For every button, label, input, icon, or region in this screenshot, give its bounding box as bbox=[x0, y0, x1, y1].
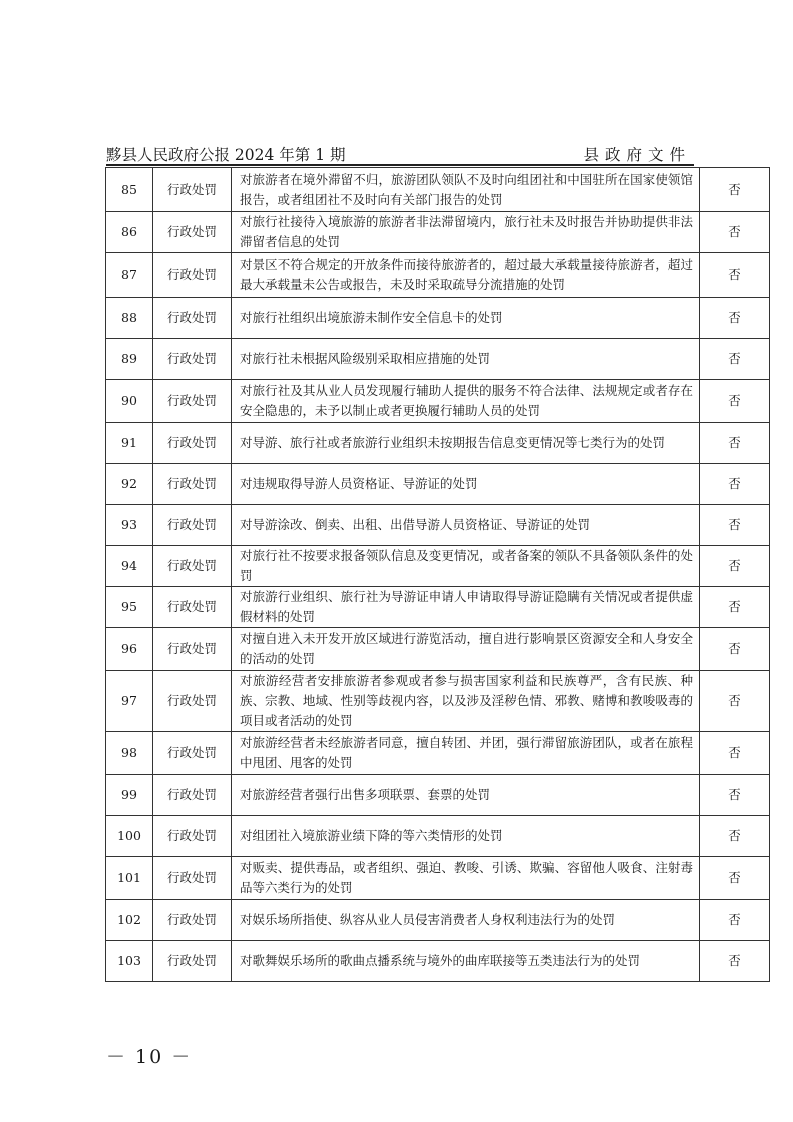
row-number: 86 bbox=[106, 212, 153, 253]
table-row bbox=[106, 775, 770, 816]
table-row bbox=[106, 587, 770, 628]
row-type: 行政处罚 bbox=[153, 464, 232, 505]
row-share-flag: 否 bbox=[700, 587, 770, 628]
table-row bbox=[106, 546, 770, 587]
table-row bbox=[106, 253, 770, 298]
row-description: 对旅游经营者安排旅游者参观或者参与损害国家利益和民族尊严，含有民族、种族、宗教、地域、性别等歧视内容，以及涉及淫秽色情、邪教、赌博和教唆吸毒的项目或者活动的处罚 bbox=[232, 671, 700, 732]
row-description: 对导游、旅行社或者旅游行业组织未按期报告信息变更情况等七类行为的处罚 bbox=[232, 423, 700, 464]
row-number: 90 bbox=[106, 380, 153, 423]
header-rule bbox=[106, 164, 694, 166]
table-body bbox=[106, 168, 770, 982]
row-description: 对娱乐场所指使、纵容从业人员侵害消费者人身权利违法行为的处罚 bbox=[232, 900, 700, 941]
row-type: 行政处罚 bbox=[153, 732, 232, 775]
row-share-flag: 否 bbox=[700, 298, 770, 339]
row-share-flag: 否 bbox=[700, 423, 770, 464]
row-number: 100 bbox=[106, 816, 153, 857]
row-share-flag: 否 bbox=[700, 339, 770, 380]
row-number: 95 bbox=[106, 587, 153, 628]
row-number: 91 bbox=[106, 423, 153, 464]
row-description: 对导游涂改、倒卖、出租、出借导游人员资格证、导游证的处罚 bbox=[232, 505, 700, 546]
row-type: 行政处罚 bbox=[153, 587, 232, 628]
row-description: 对旅行社及其从业人员发现履行辅助人提供的服务不符合法律、法规规定或者存在安全隐患的，未予以制止或者更换履行辅助人员的处罚 bbox=[232, 380, 700, 423]
row-type: 行政处罚 bbox=[153, 900, 232, 941]
page-header bbox=[106, 141, 691, 165]
row-number: 94 bbox=[106, 546, 153, 587]
penalty-table bbox=[105, 167, 770, 982]
row-description: 对旅游经营者未经旅游者同意，擅自转团、并团，强行滞留旅游团队，或者在旅程中甩团、甩客的处罚 bbox=[232, 732, 700, 775]
table-row bbox=[106, 298, 770, 339]
row-number: 103 bbox=[106, 941, 153, 982]
row-description: 对旅游行业组织、旅行社为导游证申请人申请取得导游证隐瞒有关情况或者提供虚假材料的处罚 bbox=[232, 587, 700, 628]
row-type: 行政处罚 bbox=[153, 298, 232, 339]
row-description: 对组团社入境旅游业绩下降的等六类情形的处罚 bbox=[232, 816, 700, 857]
row-type: 行政处罚 bbox=[153, 380, 232, 423]
row-type: 行政处罚 bbox=[153, 941, 232, 982]
table-row bbox=[106, 168, 770, 212]
row-type: 行政处罚 bbox=[153, 253, 232, 298]
row-number: 102 bbox=[106, 900, 153, 941]
table-row bbox=[106, 628, 770, 671]
row-number: 92 bbox=[106, 464, 153, 505]
table-row bbox=[106, 339, 770, 380]
row-type: 行政处罚 bbox=[153, 775, 232, 816]
row-share-flag: 否 bbox=[700, 732, 770, 775]
table-row bbox=[106, 941, 770, 982]
row-share-flag: 否 bbox=[700, 380, 770, 423]
row-type: 行政处罚 bbox=[153, 816, 232, 857]
row-type: 行政处罚 bbox=[153, 546, 232, 587]
table-row bbox=[106, 423, 770, 464]
row-number: 89 bbox=[106, 339, 153, 380]
row-share-flag: 否 bbox=[700, 671, 770, 732]
row-type: 行政处罚 bbox=[153, 168, 232, 212]
table-row bbox=[106, 505, 770, 546]
bulletin-title: 黟县人民政府公报 2024 年第 1 期 bbox=[106, 146, 346, 164]
row-type: 行政处罚 bbox=[153, 423, 232, 464]
row-description: 对旅行社未根据风险级别采取相应措施的处罚 bbox=[232, 339, 700, 380]
row-number: 96 bbox=[106, 628, 153, 671]
row-description: 对贩卖、提供毒品，或者组织、强迫、教唆、引诱、欺骗、容留他人吸食、注射毒品等六类行为的处罚 bbox=[232, 857, 700, 900]
row-type: 行政处罚 bbox=[153, 212, 232, 253]
table-row bbox=[106, 464, 770, 505]
row-share-flag: 否 bbox=[700, 168, 770, 212]
row-share-flag: 否 bbox=[700, 775, 770, 816]
row-description: 对擅自进入未开发开放区域进行游览活动，擅自进行影响景区资源安全和人身安全的活动的处罚 bbox=[232, 628, 700, 671]
page-number: － 10 － bbox=[106, 1046, 193, 1068]
row-share-flag: 否 bbox=[700, 857, 770, 900]
row-share-flag: 否 bbox=[700, 253, 770, 298]
row-share-flag: 否 bbox=[700, 816, 770, 857]
table-row bbox=[106, 212, 770, 253]
row-share-flag: 否 bbox=[700, 941, 770, 982]
table-row bbox=[106, 857, 770, 900]
table-row bbox=[106, 900, 770, 941]
row-description: 对景区不符合规定的开放条件而接待旅游者的，超过最大承载量接待旅游者，超过最大承载量未公告或报告，未及时采取疏导分流措施的处罚 bbox=[232, 253, 700, 298]
row-description: 对旅行社接待入境旅游的旅游者非法滞留境内，旅行社未及时报告并协助提供非法滞留者信息的处罚 bbox=[232, 212, 700, 253]
row-type: 行政处罚 bbox=[153, 628, 232, 671]
row-share-flag: 否 bbox=[700, 212, 770, 253]
row-type: 行政处罚 bbox=[153, 505, 232, 546]
row-description: 对旅行社组织出境旅游未制作安全信息卡的处罚 bbox=[232, 298, 700, 339]
row-description: 对旅游经营者强行出售多项联票、套票的处罚 bbox=[232, 775, 700, 816]
row-share-flag: 否 bbox=[700, 546, 770, 587]
row-share-flag: 否 bbox=[700, 505, 770, 546]
row-number: 97 bbox=[106, 671, 153, 732]
row-description: 对旅游者在境外滞留不归，旅游团队领队不及时向组团社和中国驻所在国家使领馆报告，或者组团社不及时向有关部门报告的处罚 bbox=[232, 168, 700, 212]
row-type: 行政处罚 bbox=[153, 339, 232, 380]
table-row bbox=[106, 380, 770, 423]
section-title: 县政府文件 bbox=[583, 146, 691, 164]
row-number: 88 bbox=[106, 298, 153, 339]
row-share-flag: 否 bbox=[700, 900, 770, 941]
row-number: 98 bbox=[106, 732, 153, 775]
row-description: 对违规取得导游人员资格证、导游证的处罚 bbox=[232, 464, 700, 505]
table-row bbox=[106, 671, 770, 732]
row-number: 93 bbox=[106, 505, 153, 546]
row-type: 行政处罚 bbox=[153, 857, 232, 900]
row-number: 99 bbox=[106, 775, 153, 816]
row-description: 对歌舞娱乐场所的歌曲点播系统与境外的曲库联接等五类违法行为的处罚 bbox=[232, 941, 700, 982]
table-row bbox=[106, 816, 770, 857]
row-number: 87 bbox=[106, 253, 153, 298]
table-row bbox=[106, 732, 770, 775]
row-number: 85 bbox=[106, 168, 153, 212]
row-number: 101 bbox=[106, 857, 153, 900]
row-share-flag: 否 bbox=[700, 628, 770, 671]
row-description: 对旅行社不按要求报备领队信息及变更情况，或者备案的领队不具备领队条件的处罚 bbox=[232, 546, 700, 587]
row-share-flag: 否 bbox=[700, 464, 770, 505]
row-type: 行政处罚 bbox=[153, 671, 232, 732]
